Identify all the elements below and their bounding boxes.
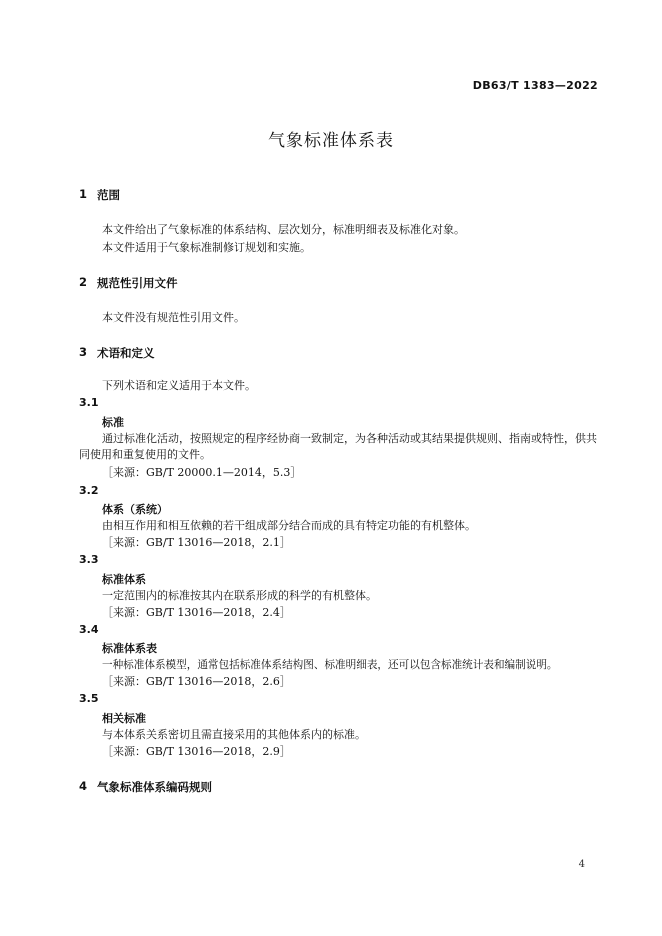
term-number: 3.2 [79,484,99,497]
section-1-paragraph: 本文件适用于气象标准制修订规划和实施。 [102,241,311,254]
section-4-number: 4 [79,779,88,793]
page-number: 4 [578,859,585,870]
document-code: DB63/T 1383—2022 [472,79,598,92]
document-title: 气象标准体系表 [268,131,394,151]
term-source: ［来源：GB/T 13016—2018，2.4］ [102,606,291,619]
section-3-paragraph: 下列术语和定义适用于本文件。 [102,379,256,392]
section-1-number: 1 [79,187,88,201]
term-number: 3.5 [79,692,99,705]
section-1-title: 范围 [97,188,120,202]
term-number: 3.1 [79,396,99,409]
term-name: 体系（系统） [102,503,168,516]
section-3-title: 术语和定义 [97,346,155,360]
term-source: ［来源：GB/T 13016—2018，2.9］ [102,745,291,758]
section-3-number: 3 [79,345,88,359]
section-4-title: 气象标准体系编码规则 [97,780,212,794]
section-2-number: 2 [79,275,88,289]
term-definition: 由相互作用和相互依赖的若干组成部分结合而成的具有特定功能的有机整体。 [102,519,476,532]
term-name: 标准体系 [102,573,146,586]
term-definition: 与本体系关系密切且需直接采用的其他体系内的标准。 [102,728,366,741]
term-name: 相关标准 [102,712,146,725]
term-definition: 通过标准化活动，按照规定的程序经协商一致制定，为各种活动或其结果提供规则、指南或特性，供共同使用和重复使用的文件。 [79,432,597,461]
term-name: 标准 [102,416,124,429]
section-1-paragraph: 本文件给出了气象标准的体系结构、层次划分，标准明细表及标准化对象。 [102,223,465,236]
section-2-paragraph: 本文件没有规范性引用文件。 [102,311,245,324]
term-definition: 一种标准体系模型，通常包括标准体系结构图、标准明细表，还可以包含标准统计表和编制说明。 [102,659,558,671]
section-2-title: 规范性引用文件 [97,276,178,290]
term-number: 3.3 [79,553,99,566]
term-number: 3.4 [79,623,99,636]
term-source: ［来源：GB/T 13016—2018，2.6］ [102,675,291,688]
term-source: ［来源：GB/T 20000.1—2014，5.3］ [102,466,302,479]
term-source: ［来源：GB/T 13016—2018，2.1］ [102,536,291,549]
term-definition: 一定范围内的标准按其内在联系形成的科学的有机整体。 [102,589,377,602]
term-name: 标准体系表 [102,642,157,655]
